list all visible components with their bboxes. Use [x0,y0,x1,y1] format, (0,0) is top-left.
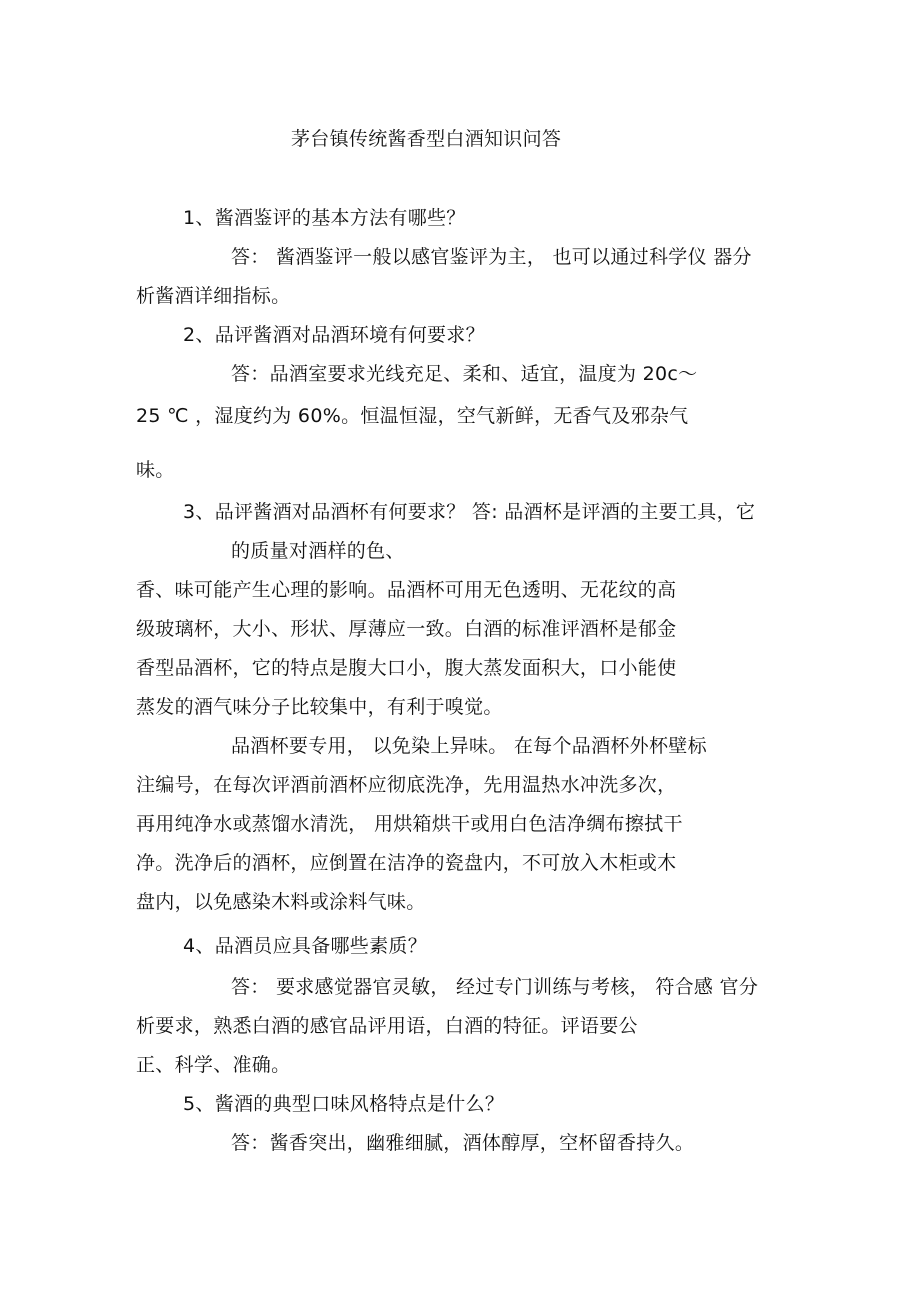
answer-3-line-8: 再用纯净水或蒸馏水清洗， 用烘箱烘干或用白色洁净绸布擦拭干 [136,813,683,835]
answer-4-line-2: 析要求，熟悉白酒的感官品评用语，白酒的特征。评语要公 [136,1015,638,1037]
question-3: 3、品评酱酒对品酒杯有何要求？ 答: 品酒杯是评酒的主要工具，它 [183,501,756,523]
answer-3-line-5: 蒸发的酒气味分子比较集中，有利于嗅觉。 [136,696,503,718]
question-1: 1、酱酒鉴评的基本方法有哪些？ [183,207,466,229]
answer-3-line-7: 注编号，在每次评酒前酒杯应彻底洗净，先用温热水冲洗多次， [136,774,677,796]
answer-2-line-3: 味。 [136,459,175,481]
answer-3-line-3: 级玻璃杯，大小、形状、厚薄应一致。白酒的标准评酒杯是郁金 [136,618,677,640]
answer-3-line-2: 香、味可能产生心理的影响。品酒杯可用无色透明、无花纹的高 [136,579,677,601]
answer-4-line-1: 答： 要求感觉器官灵敏， 经过专门训练与考核， 符合感 官分 [231,976,759,998]
document-title: 茅台镇传统酱香型白酒知识问答 [291,128,562,150]
question-4: 4、品酒员应具备哪些素质？ [183,935,427,957]
answer-1-line-2: 析酱酒详细指标。 [136,285,291,307]
answer-3-line-10: 盘内，以免感染木料或涂料气味。 [136,891,426,913]
answer-2-line-1: 答：品酒室要求光线充足、柔和、适宜，温度为 20c〜 [231,363,698,385]
answer-3-line-6: 品酒杯要专用， 以免染上异味。 在每个品酒杯外杯壁标 [231,735,707,757]
question-5: 5、酱酒的典型口味风格特点是什么？ [183,1093,505,1115]
answer-3-line-9: 净。洗净后的酒杯，应倒置在洁净的瓷盘内，不可放入木柜或木 [136,852,677,874]
answer-3-line-1: 的质量对酒样的色、 [231,540,405,562]
answer-3-line-4: 香型品酒杯，它的特点是腹大口小，腹大蒸发面积大，口小能使 [136,657,677,679]
answer-1-line-1: 答： 酱酒鉴评一般以感官鉴评为主， 也可以通过科学仪 器分 [231,246,752,268]
answer-4-line-3: 正、科学、准确。 [136,1054,291,1076]
answer-5-line-1: 答：酱香突出，幽雅细腻，酒体醇厚，空杯留香持久。 [231,1132,695,1154]
answer-2-line-2: 25 ℃ ，湿度约为 60%。恒温恒湿，空气新鲜，无香气及邪杂气 [136,405,689,427]
question-2: 2、品评酱酒对品酒环境有何要求？ [183,324,485,346]
